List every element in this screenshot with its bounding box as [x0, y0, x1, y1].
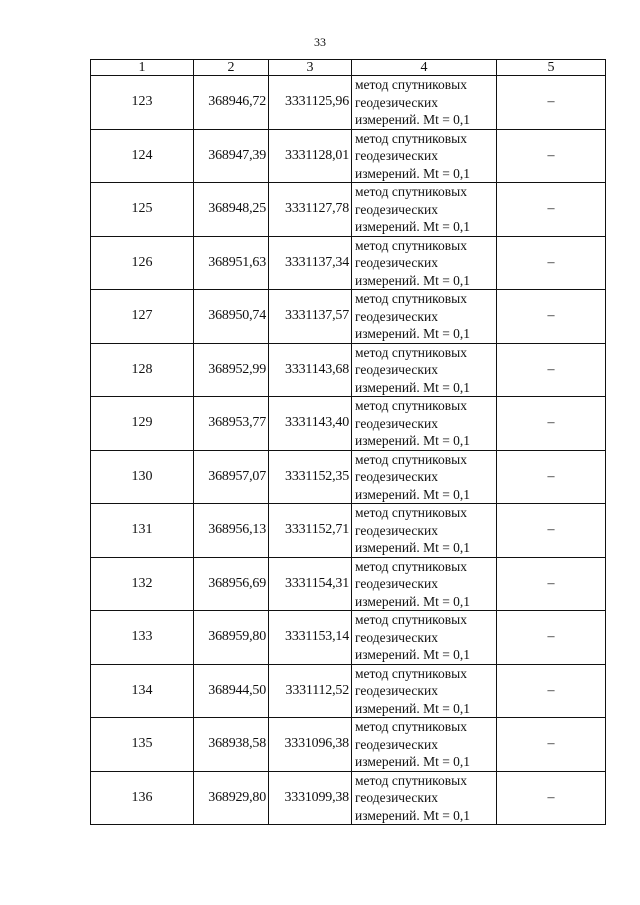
method-line: измерений. Mt = 0,1: [355, 807, 471, 823]
method-line: измерений. Mt = 0,1: [355, 700, 471, 716]
note-cell: [497, 129, 606, 183]
table-row: [91, 664, 606, 718]
note-cell: [497, 771, 606, 825]
note-dash: –: [547, 629, 555, 645]
page-number: 33: [314, 35, 326, 49]
note-cell: [497, 290, 606, 344]
column-header-1: 1: [91, 60, 194, 76]
coordinates-table: [90, 59, 606, 825]
table-body: [91, 76, 606, 825]
note-dash: –: [547, 308, 555, 324]
method-line: измерений. Mt = 0,1: [355, 433, 471, 448]
table-row: [91, 236, 606, 290]
method-line: метод спутниковых: [355, 612, 467, 627]
note-cell: [497, 450, 606, 504]
method-line: геодезических: [355, 790, 438, 805]
method-line: геодезических: [355, 576, 438, 591]
y-coordinate-cell: 3331112,52: [269, 664, 352, 718]
note-dash: –: [547, 201, 555, 217]
x-coordinate-cell: 368938,58: [194, 718, 269, 772]
method-line: метод спутниковых: [355, 184, 467, 199]
method-cell: [352, 611, 497, 665]
x-coordinate-cell: 368956,13: [194, 504, 269, 558]
point-number-cell: 128: [91, 343, 194, 397]
method-cell: [352, 183, 497, 237]
method-line: геодезических: [355, 308, 438, 324]
method-line: измерений. Mt = 0,1: [355, 272, 471, 288]
x-coordinate-cell: 368944,50: [194, 664, 269, 718]
note-dash: –: [547, 468, 555, 484]
column-header-4: 4: [352, 60, 497, 76]
note-cell: [497, 183, 606, 237]
y-coordinate-cell: 3331127,78: [269, 183, 352, 237]
method-cell: [352, 290, 497, 344]
method-line: измерений. Mt = 0,1: [355, 165, 471, 181]
method-line: геодезических: [355, 94, 438, 110]
y-coordinate-cell: 3331152,71: [269, 504, 352, 558]
note-dash: –: [547, 94, 555, 110]
method-line: измерений. Mt = 0,1: [355, 754, 471, 769]
table-row: [91, 718, 606, 772]
note-cell: [497, 76, 606, 130]
method-line: геодезических: [355, 683, 438, 698]
point-number-cell: 135: [91, 718, 194, 772]
method-cell: [352, 76, 497, 130]
point-number-cell: 136: [91, 771, 194, 825]
method-line: измерений. Mt = 0,1: [355, 219, 471, 234]
method-line: геодезических: [355, 148, 438, 163]
method-line: измерений. Mt = 0,1: [355, 593, 471, 609]
method-line: измерений. Mt = 0,1: [355, 540, 471, 555]
method-cell: [352, 504, 497, 558]
method-line: метод спутниковых: [355, 130, 467, 146]
point-number-cell: 132: [91, 557, 194, 611]
method-line: метод спутниковых: [355, 505, 467, 520]
note-cell: [497, 397, 606, 451]
note-cell: [497, 664, 606, 718]
x-coordinate-cell: 368929,80: [194, 771, 269, 825]
method-line: метод спутниковых: [355, 398, 467, 413]
table-row: [91, 771, 606, 825]
table-header: [91, 60, 606, 76]
table-row: [91, 343, 606, 397]
y-coordinate-cell: 3331143,68: [269, 343, 352, 397]
table-row: [91, 557, 606, 611]
method-line: измерений. Mt = 0,1: [355, 379, 471, 395]
method-cell: [352, 771, 497, 825]
table-row: [91, 129, 606, 183]
point-number-cell: 124: [91, 129, 194, 183]
point-number-cell: 131: [91, 504, 194, 558]
method-line: измерений. Mt = 0,1: [355, 112, 471, 127]
method-line: геодезических: [355, 469, 438, 484]
note-dash: –: [547, 361, 555, 377]
point-number-cell: 133: [91, 611, 194, 665]
method-line: метод спутниковых: [355, 77, 467, 92]
note-cell: [497, 236, 606, 290]
note-dash: –: [547, 682, 555, 698]
point-number-cell: 134: [91, 664, 194, 718]
y-coordinate-cell: 3331096,38: [269, 718, 352, 772]
method-cell: [352, 557, 497, 611]
note-cell: [497, 504, 606, 558]
method-line: метод спутниковых: [355, 344, 467, 360]
x-coordinate-cell: 368957,07: [194, 450, 269, 504]
table-row: [91, 76, 606, 130]
x-coordinate-cell: 368950,74: [194, 290, 269, 344]
x-coordinate-cell: 368953,77: [194, 397, 269, 451]
method-cell: [352, 718, 497, 772]
point-number-cell: 126: [91, 236, 194, 290]
table-row: [91, 183, 606, 237]
note-dash: –: [547, 789, 555, 805]
note-dash: –: [547, 522, 555, 538]
x-coordinate-cell: 368948,25: [194, 183, 269, 237]
note-dash: –: [547, 254, 555, 270]
method-line: метод спутниковых: [355, 719, 467, 734]
x-coordinate-cell: 368959,80: [194, 611, 269, 665]
method-line: геодезических: [355, 415, 438, 431]
method-line: геодезических: [355, 736, 438, 752]
note-dash: –: [547, 575, 555, 591]
point-number-cell: 130: [91, 450, 194, 504]
method-line: метод спутниковых: [355, 291, 467, 306]
x-coordinate-cell: 368947,39: [194, 129, 269, 183]
method-cell: [352, 397, 497, 451]
column-header-5: 5: [497, 60, 606, 76]
y-coordinate-cell: 3331125,96: [269, 76, 352, 130]
y-coordinate-cell: 3331143,40: [269, 397, 352, 451]
y-coordinate-cell: 3331099,38: [269, 771, 352, 825]
method-line: геодезических: [355, 629, 438, 645]
x-coordinate-cell: 368951,63: [194, 236, 269, 290]
y-coordinate-cell: 3331153,14: [269, 611, 352, 665]
table-row: [91, 611, 606, 665]
point-number-cell: 129: [91, 397, 194, 451]
method-cell: [352, 664, 497, 718]
note-cell: [497, 718, 606, 772]
table-row: [91, 290, 606, 344]
method-line: метод спутниковых: [355, 772, 467, 788]
method-line: измерений. Mt = 0,1: [355, 647, 471, 662]
note-dash: –: [547, 736, 555, 752]
column-header-3: 3: [269, 60, 352, 76]
column-header-2: 2: [194, 60, 269, 76]
x-coordinate-cell: 368952,99: [194, 343, 269, 397]
method-line: метод спутниковых: [355, 237, 467, 253]
point-number-cell: 127: [91, 290, 194, 344]
method-line: геодезических: [355, 201, 438, 217]
y-coordinate-cell: 3331137,34: [269, 236, 352, 290]
method-line: геодезических: [355, 362, 438, 377]
y-coordinate-cell: 3331154,31: [269, 557, 352, 611]
x-coordinate-cell: 368946,72: [194, 76, 269, 130]
header-row: [91, 60, 606, 76]
method-line: измерений. Mt = 0,1: [355, 486, 471, 502]
note-cell: [497, 343, 606, 397]
method-line: геодезических: [355, 255, 438, 270]
y-coordinate-cell: 3331128,01: [269, 129, 352, 183]
point-number-cell: 123: [91, 76, 194, 130]
table-row: [91, 450, 606, 504]
y-coordinate-cell: 3331152,35: [269, 450, 352, 504]
method-cell: [352, 450, 497, 504]
method-line: метод спутниковых: [355, 665, 467, 681]
method-line: метод спутниковых: [355, 558, 467, 574]
note-cell: [497, 611, 606, 665]
note-dash: –: [547, 415, 555, 431]
method-line: метод спутниковых: [355, 451, 467, 467]
note-dash: –: [547, 147, 555, 163]
method-line: геодезических: [355, 522, 438, 538]
method-cell: [352, 129, 497, 183]
table-row: [91, 504, 606, 558]
x-coordinate-cell: 368956,69: [194, 557, 269, 611]
method-cell: [352, 236, 497, 290]
note-cell: [497, 557, 606, 611]
method-line: измерений. Mt = 0,1: [355, 326, 471, 341]
point-number-cell: 125: [91, 183, 194, 237]
y-coordinate-cell: 3331137,57: [269, 290, 352, 344]
table-row: [91, 397, 606, 451]
method-cell: [352, 343, 497, 397]
